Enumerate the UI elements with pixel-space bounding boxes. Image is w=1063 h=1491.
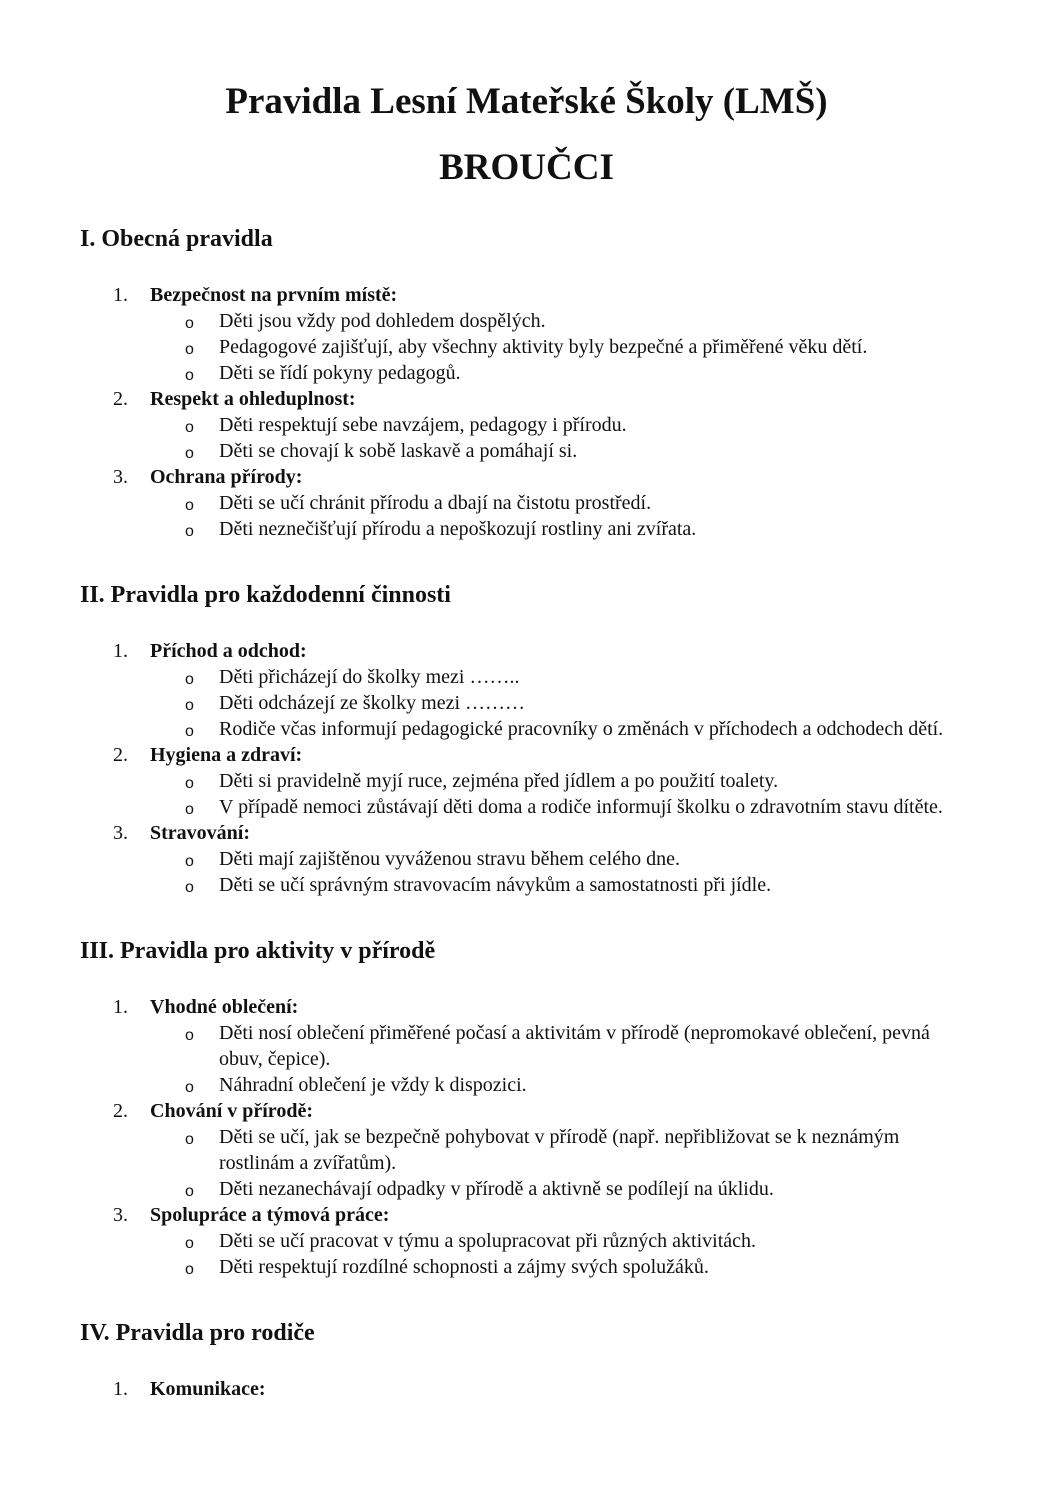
rule-title: Hygiena a zdraví: bbox=[150, 744, 303, 766]
rule-number: 3. bbox=[113, 822, 128, 844]
rule-title: Respekt a ohleduplnost: bbox=[150, 388, 356, 410]
rule-title: Bezpečnost na prvním místě: bbox=[150, 284, 398, 306]
rule-number: 3. bbox=[113, 466, 128, 488]
bullet-text: Děti mají zajištěnou vyváženou stravu během celého dne. bbox=[219, 848, 680, 870]
document-title: Pravidla Lesní Mateřské Školy (LMŠ) bbox=[225, 81, 828, 122]
bullet-item bbox=[150, 1228, 973, 1254]
bullet-text: Děti se chovají k sobě laskavě a pomáhají si. bbox=[219, 440, 578, 462]
section bbox=[80, 224, 973, 542]
hollow-circle-bullet-icon: o bbox=[185, 723, 194, 740]
rule-number: 1. bbox=[113, 640, 128, 662]
bullet-text: Děti se učí chránit přírodu a dbají na čistotu prostředí. bbox=[219, 492, 652, 514]
bullet-item bbox=[150, 516, 973, 542]
rule-title: Spolupráce a týmová práce: bbox=[150, 1204, 390, 1226]
section bbox=[80, 580, 973, 898]
bullet-list bbox=[150, 490, 973, 542]
rule-title: Ochrana přírody: bbox=[150, 466, 303, 488]
bullet-text: Děti nosí oblečení přiměřené počasí a aktivitám v přírodě (nepromokavé oblečení, pevná obuv, čepice). bbox=[219, 1022, 930, 1070]
hollow-circle-bullet-icon: o bbox=[185, 879, 194, 896]
bullet-item bbox=[150, 438, 973, 464]
hollow-circle-bullet-icon: o bbox=[185, 523, 194, 540]
bullet-item bbox=[150, 846, 973, 872]
rule-number: 2. bbox=[113, 1100, 128, 1122]
bullet-text: Děti respektují sebe navzájem, pedagogy i přírodu. bbox=[219, 414, 627, 436]
rule-title: Chování v přírodě: bbox=[150, 1100, 313, 1122]
bullet-list bbox=[150, 1124, 973, 1202]
hollow-circle-bullet-icon: o bbox=[185, 367, 194, 384]
section-heading: II. Pravidla pro každodenní činnosti bbox=[80, 582, 451, 608]
bullet-item bbox=[150, 360, 973, 386]
rule-number: 1. bbox=[113, 996, 128, 1018]
rule-item bbox=[80, 742, 973, 820]
rule-list bbox=[80, 638, 973, 898]
rule-item bbox=[80, 1098, 973, 1202]
hollow-circle-bullet-icon: o bbox=[185, 341, 194, 358]
bullet-item bbox=[150, 664, 973, 690]
rule-item bbox=[80, 820, 973, 898]
hollow-circle-bullet-icon: o bbox=[185, 775, 194, 792]
bullet-item bbox=[150, 412, 973, 438]
rule-number: 2. bbox=[113, 388, 128, 410]
bullet-item bbox=[150, 872, 973, 898]
bullet-item bbox=[150, 1124, 973, 1176]
rule-item bbox=[80, 1376, 973, 1402]
bullet-text: Pedagogové zajišťují, aby všechny aktivity byly bezpečné a přiměřené věku dětí. bbox=[219, 336, 868, 358]
rule-number: 1. bbox=[113, 284, 128, 306]
rule-item bbox=[80, 282, 973, 386]
hollow-circle-bullet-icon: o bbox=[185, 445, 194, 462]
bullet-item bbox=[150, 1176, 973, 1202]
sections-container bbox=[80, 224, 973, 1402]
rule-item bbox=[80, 386, 973, 464]
bullet-text: Děti přicházejí do školky mezi …….. bbox=[219, 666, 520, 688]
bullet-item bbox=[150, 334, 973, 360]
section-heading: I. Obecná pravidla bbox=[80, 226, 273, 252]
hollow-circle-bullet-icon: o bbox=[185, 315, 194, 332]
rule-title: Vhodné oblečení: bbox=[150, 996, 299, 1018]
hollow-circle-bullet-icon: o bbox=[185, 1261, 194, 1278]
rule-title: Stravování: bbox=[150, 822, 250, 844]
document-subtitle: BROUČCI bbox=[439, 147, 614, 188]
hollow-circle-bullet-icon: o bbox=[185, 697, 194, 714]
bullet-list bbox=[150, 846, 973, 898]
rule-title: Příchod a odchod: bbox=[150, 640, 307, 662]
rule-number: 1. bbox=[113, 1378, 128, 1400]
rule-list bbox=[80, 994, 973, 1280]
bullet-text: Děti jsou vždy pod dohledem dospělých. bbox=[219, 310, 546, 332]
hollow-circle-bullet-icon: o bbox=[185, 853, 194, 870]
hollow-circle-bullet-icon: o bbox=[185, 801, 194, 818]
bullet-text: Děti se řídí pokyny pedagogů. bbox=[219, 362, 461, 384]
section-heading: IV. Pravidla pro rodiče bbox=[80, 1320, 315, 1346]
rule-list bbox=[80, 1376, 973, 1402]
bullet-text: Děti se učí, jak se bezpečně pohybovat v přírodě (např. nepřibližovat se k neznámým rostlinám a zvířatům). bbox=[219, 1126, 900, 1174]
bullet-text: Děti se učí správným stravovacím návykům a samostatnosti při jídle. bbox=[219, 874, 772, 896]
rule-number: 3. bbox=[113, 1204, 128, 1226]
bullet-list bbox=[150, 308, 973, 386]
hollow-circle-bullet-icon: o bbox=[185, 419, 194, 436]
hollow-circle-bullet-icon: o bbox=[185, 1131, 194, 1148]
rule-title: Komunikace: bbox=[150, 1378, 266, 1400]
bullet-list bbox=[150, 768, 973, 820]
bullet-text: V případě nemoci zůstávají děti doma a rodiče informují školku o zdravotním stavu dítěte. bbox=[219, 796, 943, 818]
bullet-item bbox=[150, 716, 973, 742]
bullet-item bbox=[150, 308, 973, 334]
bullet-list bbox=[150, 1228, 973, 1280]
bullet-text: Děti nezanechávají odpadky v přírodě a aktivně se podílejí na úklidu. bbox=[219, 1178, 774, 1200]
section bbox=[80, 936, 973, 1280]
hollow-circle-bullet-icon: o bbox=[185, 497, 194, 514]
bullet-item bbox=[150, 768, 973, 794]
rule-item bbox=[80, 994, 973, 1098]
bullet-item bbox=[150, 1072, 973, 1098]
bullet-item bbox=[150, 1020, 973, 1072]
rule-list bbox=[80, 282, 973, 542]
bullet-list bbox=[150, 664, 973, 742]
section-heading: III. Pravidla pro aktivity v přírodě bbox=[80, 938, 436, 964]
bullet-text: Děti si pravidelně myjí ruce, zejména před jídlem a po použití toalety. bbox=[219, 770, 779, 792]
bullet-list bbox=[150, 1020, 973, 1098]
bullet-text: Děti se učí pracovat v týmu a spolupracovat při různých aktivitách. bbox=[219, 1230, 757, 1252]
bullet-text: Náhradní oblečení je vždy k dispozici. bbox=[219, 1074, 527, 1096]
bullet-item bbox=[150, 1254, 973, 1280]
bullet-text: Děti neznečišťují přírodu a nepoškozují rostliny ani zvířata. bbox=[219, 518, 697, 540]
hollow-circle-bullet-icon: o bbox=[185, 1183, 194, 1200]
bullet-item bbox=[150, 794, 973, 820]
bullet-item bbox=[150, 690, 973, 716]
bullet-text: Děti odcházejí ze školky mezi ……… bbox=[219, 692, 526, 714]
bullet-list bbox=[150, 412, 973, 464]
bullet-item bbox=[150, 490, 973, 516]
hollow-circle-bullet-icon: o bbox=[185, 1027, 194, 1044]
bullet-text: Děti respektují rozdílné schopnosti a zájmy svých spolužáků. bbox=[219, 1256, 709, 1278]
rule-item bbox=[80, 1202, 973, 1280]
rule-item bbox=[80, 464, 973, 542]
bullet-text: Rodiče včas informují pedagogické pracovníky o změnách v příchodech a odchodech dětí. bbox=[219, 718, 944, 740]
hollow-circle-bullet-icon: o bbox=[185, 1079, 194, 1096]
rule-number: 2. bbox=[113, 744, 128, 766]
section bbox=[80, 1318, 973, 1402]
hollow-circle-bullet-icon: o bbox=[185, 1235, 194, 1252]
rule-item bbox=[80, 638, 973, 742]
hollow-circle-bullet-icon: o bbox=[185, 671, 194, 688]
